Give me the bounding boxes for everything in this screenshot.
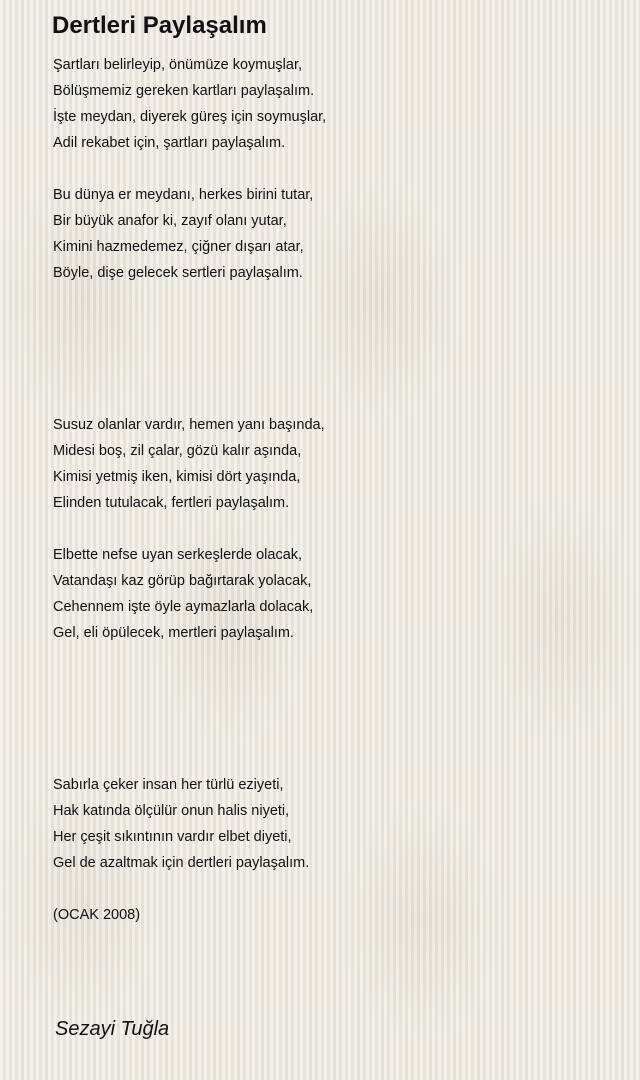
poem-line: Cehennem işte öyle aymazlarla dolacak, [53, 599, 314, 615]
poem-line: Elinden tutulacak, fertleri paylaşalım. [53, 495, 290, 511]
poem-line: Midesi boş, zil çalar, gözü kalır aşında, [53, 443, 302, 459]
poem-line: Bölüşmemiz gereken kartları paylaşalım. [53, 83, 315, 99]
stanza-1 [53, 52, 326, 156]
poem-line: Gel, eli öpülecek, mertleri paylaşalım. [53, 625, 294, 641]
poem-line: İşte meydan, diyerek güreş için soymuşlar, [53, 109, 327, 125]
poem-line: Böyle, dişe gelecek sertleri paylaşalım. [53, 265, 303, 281]
poem-line: Şartları belirleyip, önümüze koymuşlar, [53, 57, 303, 73]
poem-line: Her çeşit sıkıntının vardır elbet diyeti, [53, 829, 292, 845]
poem-line: Gel de azaltmak için dertleri paylaşalım. [53, 855, 310, 871]
stanza-3 [53, 412, 325, 516]
stanza-5 [53, 772, 309, 876]
poem-line: Bir büyük anafor ki, zayıf olanı yutar, [53, 213, 287, 229]
poem-line: Vatandaşı kaz görüp bağırtarak yolacak, [53, 573, 312, 589]
poem-line: Elbette nefse uyan serkeşlerde olacak, [53, 547, 303, 563]
poem-line: Bu dünya er meydanı, herkes birini tutar, [53, 187, 314, 203]
poem-date: (OCAK 2008) [53, 907, 141, 923]
poem-line: Hak katında ölçülür onun halis niyeti, [53, 803, 290, 819]
poem-line: Susuz olanlar vardır, hemen yanı başında, [53, 417, 325, 433]
poem-title: Dertleri Paylaşalım [52, 12, 267, 39]
stanza-2 [53, 182, 313, 286]
poem-line: Kimisi yetmiş iken, kimisi dört yaşında, [53, 469, 301, 485]
poem-line: Adil rekabet için, şartları paylaşalım. [53, 135, 286, 151]
author-signature: Sezayi Tuğla [55, 1018, 170, 1040]
poem-line: Kimini hazmedemez, çiğner dışarı atar, [53, 239, 304, 255]
poem-line: Sabırla çeker insan her türlü eziyeti, [53, 777, 284, 793]
stanza-4 [53, 542, 313, 646]
